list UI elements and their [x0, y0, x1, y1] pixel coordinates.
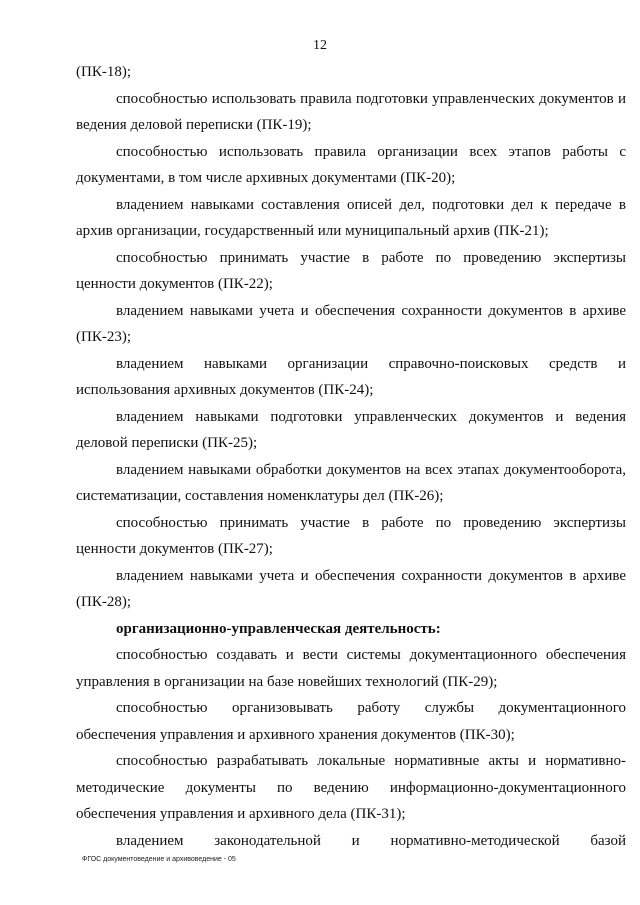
footer-note: ФГОС документоведение и архивоведение - 05 [82, 856, 236, 863]
paragraph: владением навыками учета и обеспечения сохранности документов в архиве (ПК-28); [76, 567, 626, 610]
paragraph: способностью принимать участие в работе по проведению экспертизы ценности документов (ПК-22); [76, 249, 626, 292]
paragraph: способностью использовать правила организации всех этапов работы с документами, в том числе архивных документами (ПК-20); [76, 143, 626, 186]
paragraph: способностью использовать правила подготовки управленческих документов и ведения деловой переписки (ПК-19); [76, 90, 626, 133]
section-heading: организационно-управленческая деятельность: [116, 620, 441, 637]
paragraph: способностью разрабатывать локальные нормативные акты и нормативно-методические документы по ведению информационно-документационного обеспечения управления и архивного дела (ПК-31); [76, 753, 626, 822]
page-number: 12 [313, 38, 327, 53]
document-body [76, 59, 626, 854]
paragraph: способностью создавать и вести системы документационного обеспечения управления в организации на базе новейших технологий (ПК-29); [76, 647, 626, 690]
paragraph: владением навыками составления описей дел, подготовки дел к передаче в архив организации, государственный или муниципальный архив (ПК-21); [76, 196, 626, 239]
paragraph: способностью принимать участие в работе по проведению экспертизы ценности документов (ПК-27); [76, 514, 626, 557]
paragraph: владением навыками подготовки управленческих документов и ведения деловой переписки (ПК-25); [76, 408, 626, 451]
paragraph: владением законодательной и нормативно-методической базой [116, 832, 626, 849]
paragraph: владением навыками учета и обеспечения сохранности документов в архиве (ПК-23); [76, 302, 626, 345]
paragraph: способностью организовывать работу службы документационного обеспечения управления и архивного хранения документов (ПК-30); [76, 700, 626, 743]
paragraph: владением навыками организации справочно-поисковых средств и использования архивных документов (ПК-24); [76, 355, 626, 398]
paragraph: владением навыками обработки документов на всех этапах документооборота, систематизации, составления номенклатуры дел (ПК-26); [76, 461, 626, 504]
paragraph: (ПК-18); [76, 64, 131, 80]
